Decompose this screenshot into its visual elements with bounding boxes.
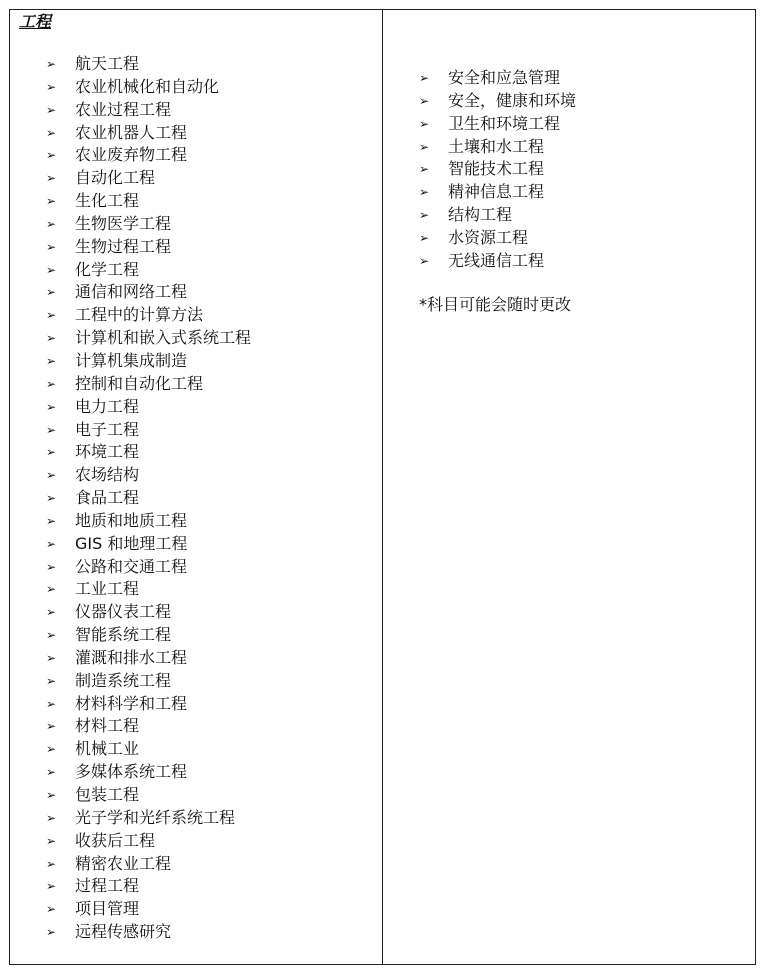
list-item — [46, 875, 251, 898]
list-item — [46, 464, 251, 487]
arrowhead-bullet-icon: ➢ — [46, 856, 57, 871]
arrowhead-bullet-icon: ➢ — [46, 628, 57, 643]
change-note: *科目可能会随时更改 — [419, 295, 572, 314]
arrowhead-bullet-icon: ➢ — [46, 788, 57, 802]
list-item-label: 智能技术工程 — [448, 159, 545, 179]
arrowhead-bullet-icon: ➢ — [419, 208, 430, 223]
arrowhead-bullet-icon: ➢ — [46, 57, 57, 71]
list-item-label: 多媒体系统工程 — [75, 762, 188, 782]
section-heading: 工程 — [19, 12, 52, 31]
arrowhead-bullet-icon: ➢ — [46, 262, 57, 277]
list-item-label: 远程传感研究 — [75, 922, 172, 942]
arrowhead-bullet-icon: ➢ — [46, 331, 57, 346]
list-item — [46, 761, 251, 784]
list-item — [46, 236, 251, 259]
list-item — [46, 259, 251, 282]
arrowhead-bullet-icon: ➢ — [46, 102, 57, 117]
list-item-label: 农业机械化和自动化 — [75, 76, 220, 96]
list-item — [46, 327, 251, 350]
list-item-label: 控制和自动化工程 — [75, 373, 204, 393]
right-subject-list — [419, 67, 576, 273]
arrowhead-bullet-icon: ➢ — [46, 376, 57, 391]
list-item-label: 计算机和嵌入式系统工程 — [75, 328, 252, 348]
list-item — [46, 830, 251, 853]
list-item-label: 计算机集成制造 — [75, 350, 188, 370]
arrowhead-bullet-icon: ➢ — [46, 194, 57, 209]
arrowhead-bullet-icon: ➢ — [46, 148, 57, 163]
list-item — [46, 853, 251, 876]
list-item — [46, 281, 251, 304]
arrowhead-bullet-icon: ➢ — [46, 879, 57, 894]
arrowhead-bullet-icon: ➢ — [46, 216, 57, 231]
list-item-label: 收获后工程 — [75, 830, 156, 850]
list-item — [419, 90, 576, 113]
list-item — [419, 136, 576, 159]
list-item — [46, 190, 251, 213]
list-item-label: 材料工程 — [75, 716, 140, 736]
arrowhead-bullet-icon: ➢ — [46, 696, 57, 711]
arrowhead-bullet-icon: ➢ — [46, 765, 57, 780]
list-item — [46, 738, 251, 761]
arrowhead-bullet-icon: ➢ — [46, 171, 57, 186]
list-item-label: 工业工程 — [75, 579, 140, 599]
list-item-label: 公路和交通工程 — [75, 556, 188, 576]
list-item-label: 精密农业工程 — [75, 853, 172, 873]
arrowhead-bullet-icon: ➢ — [46, 491, 57, 506]
arrowhead-bullet-icon: ➢ — [46, 536, 57, 551]
arrowhead-bullet-icon: ➢ — [46, 422, 57, 437]
arrowhead-bullet-icon: ➢ — [419, 162, 430, 177]
list-item-label: 灌溉和排水工程 — [75, 647, 188, 667]
arrowhead-bullet-icon: ➢ — [46, 559, 57, 574]
list-item-label: 生物医学工程 — [75, 213, 172, 233]
list-item — [46, 373, 251, 396]
list-item-label: 仪器仪表工程 — [75, 602, 172, 622]
list-item — [46, 510, 251, 533]
arrowhead-bullet-icon: ➢ — [46, 308, 57, 323]
list-item — [46, 76, 251, 99]
list-item-label: 农业过程工程 — [75, 99, 172, 119]
list-item — [419, 250, 576, 273]
arrowhead-bullet-icon: ➢ — [46, 399, 57, 414]
list-item — [46, 487, 251, 510]
list-item — [419, 181, 576, 204]
list-item — [46, 304, 251, 327]
list-item — [46, 213, 251, 236]
list-item — [46, 441, 251, 464]
list-item-label: 无线通信工程 — [448, 250, 545, 270]
list-item — [46, 533, 251, 556]
list-item — [419, 227, 576, 250]
list-item-label: 农场结构 — [75, 465, 140, 485]
list-item — [46, 350, 251, 373]
list-item — [46, 715, 251, 738]
list-item-label: 电力工程 — [75, 396, 140, 416]
list-item — [46, 898, 251, 921]
list-item-label: 农业废弃物工程 — [75, 145, 188, 165]
arrowhead-bullet-icon: ➢ — [419, 139, 430, 154]
arrowhead-bullet-icon: ➢ — [46, 902, 57, 917]
list-item-label: 光子学和光纤系统工程 — [75, 807, 236, 827]
list-item-label: 机械工业 — [75, 739, 140, 759]
arrowhead-bullet-icon: ➢ — [46, 925, 57, 940]
arrowhead-bullet-icon: ➢ — [46, 673, 57, 688]
arrowhead-bullet-icon: ➢ — [419, 230, 430, 245]
list-item-label: 包装工程 — [75, 785, 140, 804]
list-item — [46, 53, 251, 76]
arrowhead-bullet-icon: ➢ — [46, 445, 57, 460]
list-item-label: 化学工程 — [75, 259, 140, 279]
arrowhead-bullet-icon: ➢ — [46, 468, 57, 483]
list-item-label: 精神信息工程 — [448, 182, 545, 202]
list-item-label: 工程中的计算方法 — [75, 305, 204, 325]
arrowhead-bullet-icon: ➢ — [46, 239, 57, 254]
arrowhead-bullet-icon: ➢ — [46, 582, 57, 597]
list-item-label: 生化工程 — [75, 191, 140, 211]
arrowhead-bullet-icon: ➢ — [46, 810, 57, 825]
list-item — [46, 99, 251, 122]
list-item-label: 航天工程 — [75, 54, 140, 73]
list-item — [46, 396, 251, 419]
list-item-label: 环境工程 — [75, 442, 140, 462]
list-item — [46, 419, 251, 442]
list-item — [46, 167, 251, 190]
list-item-label: 地质和地质工程 — [75, 510, 188, 530]
list-item-label: 农业机器人工程 — [75, 122, 188, 142]
list-item — [46, 647, 251, 670]
arrowhead-bullet-icon: ➢ — [46, 742, 57, 757]
arrowhead-bullet-icon: ➢ — [46, 353, 57, 368]
arrowhead-bullet-icon: ➢ — [46, 650, 57, 665]
arrowhead-bullet-icon: ➢ — [46, 605, 57, 620]
left-subject-list — [46, 53, 251, 944]
arrowhead-bullet-icon: ➢ — [46, 79, 57, 94]
list-item — [419, 158, 576, 181]
list-item — [46, 601, 251, 624]
list-item-label: 电子工程 — [75, 419, 140, 439]
arrowhead-bullet-icon: ➢ — [46, 513, 57, 528]
list-item-label: 过程工程 — [75, 876, 140, 896]
list-item-label: 安全，健康和环境 — [448, 90, 577, 110]
list-item — [46, 556, 251, 579]
arrowhead-bullet-icon: ➢ — [46, 719, 57, 734]
arrowhead-bullet-icon: ➢ — [419, 71, 430, 85]
list-item — [46, 624, 251, 647]
list-item-label: 项目管理 — [75, 899, 140, 919]
arrowhead-bullet-icon: ➢ — [419, 253, 430, 268]
left-column — [10, 10, 383, 964]
list-item — [46, 693, 251, 716]
list-item-label: 食品工程 — [75, 488, 140, 508]
arrowhead-bullet-icon: ➢ — [419, 116, 430, 131]
subject-table — [9, 9, 756, 965]
list-item — [46, 921, 251, 944]
list-item — [46, 578, 251, 601]
list-item-label: 制造系统工程 — [75, 670, 172, 690]
list-item-label: 自动化工程 — [75, 168, 156, 188]
list-item-label: 卫生和环境工程 — [448, 113, 561, 133]
list-item-label: 材料科学和工程 — [75, 693, 188, 713]
arrowhead-bullet-icon: ➢ — [46, 125, 57, 140]
list-item-label: 生物过程工程 — [75, 236, 172, 256]
list-item — [419, 113, 576, 136]
arrowhead-bullet-icon: ➢ — [419, 93, 430, 108]
list-item-label: 安全和应急管理 — [448, 68, 561, 87]
list-item — [46, 144, 251, 167]
list-item — [46, 670, 251, 693]
right-column — [383, 10, 755, 964]
arrowhead-bullet-icon: ➢ — [419, 185, 430, 200]
arrowhead-bullet-icon: ➢ — [46, 833, 57, 848]
list-item — [46, 122, 251, 145]
list-item-label: 智能系统工程 — [75, 625, 172, 645]
list-item-label: GIS 和地理工程 — [75, 533, 188, 553]
list-item-label: 通信和网络工程 — [75, 282, 188, 302]
list-item — [46, 807, 251, 830]
list-item-label: 水资源工程 — [448, 227, 529, 247]
arrowhead-bullet-icon: ➢ — [46, 285, 57, 300]
list-item — [419, 204, 576, 227]
list-item — [46, 784, 251, 807]
list-item-label: 结构工程 — [448, 205, 513, 225]
list-item — [419, 67, 576, 90]
list-item-label: 土壤和水工程 — [448, 136, 545, 156]
